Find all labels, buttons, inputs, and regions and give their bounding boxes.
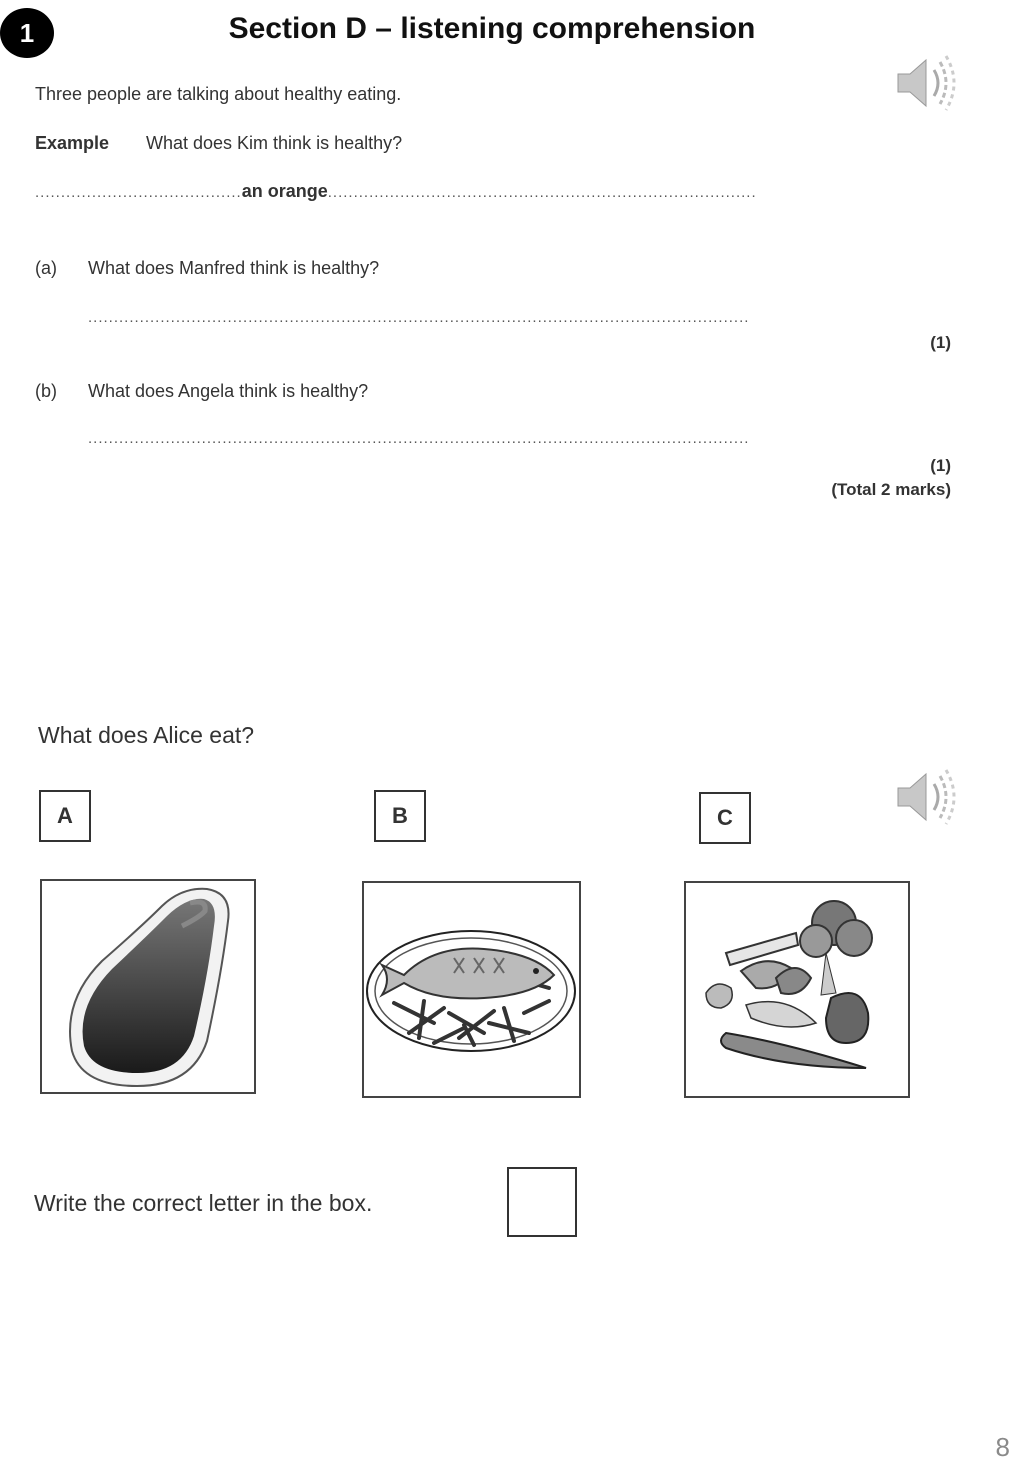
question-b-marks: (1) [930, 456, 951, 475]
question-a-label: (a) [35, 258, 57, 278]
speaker-icon[interactable] [894, 50, 964, 116]
speaker-icon[interactable] [894, 764, 964, 830]
question-b-label: (b) [35, 381, 57, 401]
question-a-text: What does Manfred think is healthy? [88, 258, 380, 278]
question-a-marks: (1) [930, 333, 951, 352]
example-answer-line [35, 181, 765, 202]
vegetables-icon [686, 883, 908, 1096]
total-marks: (Total 2 marks) [831, 480, 951, 499]
option-a-letter: A [39, 790, 91, 842]
example-label: Example [35, 133, 110, 153]
steak-icon [42, 881, 254, 1092]
page-title: Section D – listening comprehension [228, 12, 756, 45]
option-c-picture[interactable] [684, 881, 910, 1098]
answer-box[interactable] [507, 1167, 577, 1237]
answer-dots: ........................................ [35, 184, 242, 201]
option-a-picture[interactable] [40, 879, 256, 1094]
option-c-letter: C [699, 792, 751, 844]
answer-dots: ................................................................................... [327, 184, 757, 201]
fish-and-chips-icon [364, 883, 579, 1096]
example-question: What does Kim think is healthy? [146, 133, 403, 153]
intro-text: Three people are talking about healthy eating. [35, 84, 402, 104]
option-b-letter: B [374, 790, 426, 842]
page-number: 8 [995, 1432, 1010, 1462]
example-answer: an orange [241, 181, 328, 201]
question-number-badge: 1 [0, 8, 54, 58]
question-b-text: What does Angela think is healthy? [88, 381, 369, 401]
alice-question: What does Alice eat? [38, 722, 255, 748]
question-b-answer-line[interactable]: ................................................................................................................................ [88, 430, 750, 447]
option-b-picture[interactable] [362, 881, 581, 1098]
question-a-answer-line[interactable]: ................................................................................................................................ [88, 309, 750, 326]
instruction-text: Write the correct letter in the box. [34, 1190, 373, 1216]
